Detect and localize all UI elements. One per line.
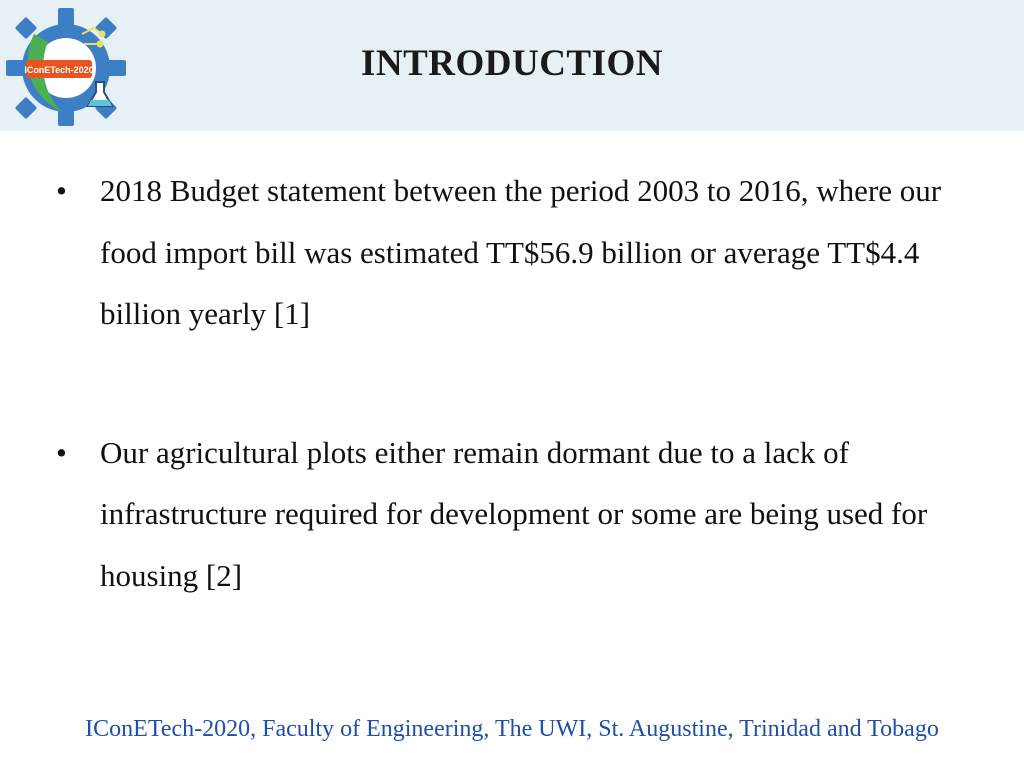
footer-text: IConETech-2020, Faculty of Engineering, The UWI, St. Augustine, Trinidad and Tobago [85, 716, 939, 742]
slide-title: INTRODUCTION [360, 43, 664, 84]
logo-text: IConETech-2020 [24, 65, 94, 75]
bullet-marker: • [56, 434, 67, 470]
bullet-text: 2018 Budget statement between the period 2003 to 2016, where our food import bill was estimated TT$56.9 billion or average TT$4.4 billion yearly [1] [100, 173, 942, 331]
bullet-list [56, 160, 976, 606]
bullet-text: Our agricultural plots either remain dormant due to a lack of infrastructure required for development or some are being used for housing [2] [100, 434, 928, 593]
bullet-item [56, 160, 976, 345]
bullet-item [56, 422, 976, 607]
bullet-marker: • [56, 173, 67, 208]
